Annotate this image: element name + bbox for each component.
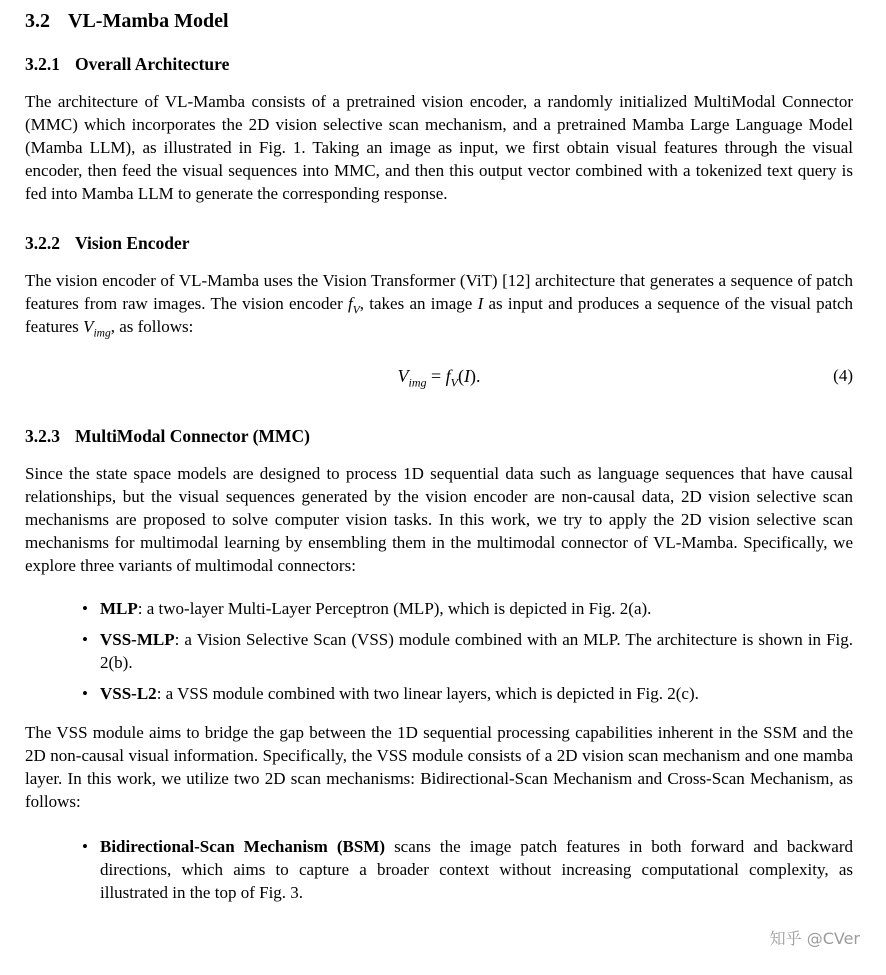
subsection-heading-3-2-3: [25, 424, 853, 448]
math-fV: f: [348, 294, 353, 313]
text-run: The vision encoder of VL-Mamba uses the Vision Transformer (ViT) [12] architecture that generates a sequence of patch features from raw images. The vision encoder: [25, 271, 853, 313]
eq-lhs: V: [397, 366, 409, 386]
list-item-term: VSS-MLP: [100, 630, 175, 649]
list-item-term: MLP: [100, 599, 138, 618]
list-item-vss-mlp: [82, 628, 853, 674]
eq-fn-sub: V: [450, 375, 458, 390]
subsection-number: 3.2.2: [25, 233, 60, 253]
eq-lhs-sub: img: [408, 375, 427, 390]
paragraph-mmc-intro: Since the state space models are designed to process 1D sequential data such as language sequences that have causal relationships, but the visual sequences generated by the vision encoder are non-causal data, 2D vision selective scan mechanisms are proposed to solve computer vision tasks. In this work, we try to apply the 2D vision selective scan mechanisms for multimodal learning by ensembling them in the multimodal connector of VL-Mamba. Specifically, we explore three variants of multimodal connectors:: [25, 464, 853, 575]
paragraph-overall-architecture: The architecture of VL-Mamba consists of a pretrained vision encoder, a randomly initialized MultiModal Connector (MMC) which incorporates the 2D vision selective scan mechanism, and a pretrained Mamba Large Language Model (Mamba LLM), as illustrated in Fig. 1. Taking an image as input, we first obtain visual features through the visual encoder, then feed the visual sequences into MMC, and then this output vector combined with a tokenized text query is fed into Mamba LLM to generate the corresponding response.: [25, 92, 853, 203]
eq-close-paren: ).: [470, 366, 481, 386]
subsection-title: Vision Encoder: [75, 233, 190, 253]
paragraph-vision-encoder: [25, 269, 853, 338]
scan-mechanism-list: [25, 835, 853, 904]
subsection-title: Overall Architecture: [75, 54, 230, 74]
equation-body: [397, 366, 481, 390]
list-item-vss-l2: [82, 682, 853, 705]
list-item-bsm: [82, 835, 853, 904]
list-item-term: VSS-L2: [100, 684, 157, 703]
text-run: as input and produces a sequence of the visual patch features: [25, 294, 854, 336]
equation-number: (4): [833, 366, 853, 385]
subsection-number: 3.2.3: [25, 426, 60, 446]
watermark-zhihu-cver: 知乎 @CVer: [769, 929, 860, 948]
math-I: I: [477, 294, 484, 313]
subsection-number: 3.2.1: [25, 54, 60, 74]
list-item-text: : a Vision Selective Scan (VSS) module combined with an MLP. The architecture is shown in Fig. 2(b).: [100, 630, 853, 672]
eq-arg: I: [464, 366, 470, 386]
list-item-mlp: [82, 597, 853, 620]
subsection-title: MultiModal Connector (MMC): [75, 426, 310, 446]
list-item-text: : a two-layer Multi-Layer Perceptron (MLP), which is depicted in Fig. 2(a).: [137, 599, 652, 618]
math-Vimg: V: [83, 317, 94, 336]
section-number: 3.2: [25, 10, 50, 32]
section-title: VL-Mamba Model: [68, 10, 229, 32]
list-item-term: Bidirectional-Scan Mechanism (BSM): [100, 837, 386, 856]
equation-4: [25, 362, 853, 390]
math-fV-sub: V: [352, 304, 360, 317]
text-run: , takes an image: [359, 294, 478, 313]
list-item-text: scans the image patch features in both forward and backward directions, which aims to capture a broader context without increasing computational complexity, as illustrated in the top of Fig. 3.: [100, 837, 853, 902]
math-Vimg-sub: img: [93, 327, 111, 340]
section-heading-3-2: [25, 8, 853, 34]
list-item-text: : a VSS module combined with two linear layers, which is depicted in Fig. 2(c).: [156, 684, 699, 703]
eq-equals: =: [426, 366, 446, 386]
paragraph-vss-module: The VSS module aims to bridge the gap between the 1D sequential processing capabilities inherent in the SSM and the 2D non-causal visual information. Specifically, the VSS module consists of a 2D vision scan mechanism and one mamba layer. In this work, we utilize two 2D scan mechanisms: Bidirectional-Scan Mechanism and Cross-Scan Mechanism, as follows:: [25, 723, 853, 811]
connector-variant-list: [25, 597, 853, 705]
eq-open-paren: (: [458, 366, 464, 386]
text-run: , as follows:: [110, 317, 194, 336]
subsection-heading-3-2-1: [25, 52, 853, 76]
eq-fn: f: [445, 366, 451, 386]
subsection-heading-3-2-2: [25, 231, 853, 255]
